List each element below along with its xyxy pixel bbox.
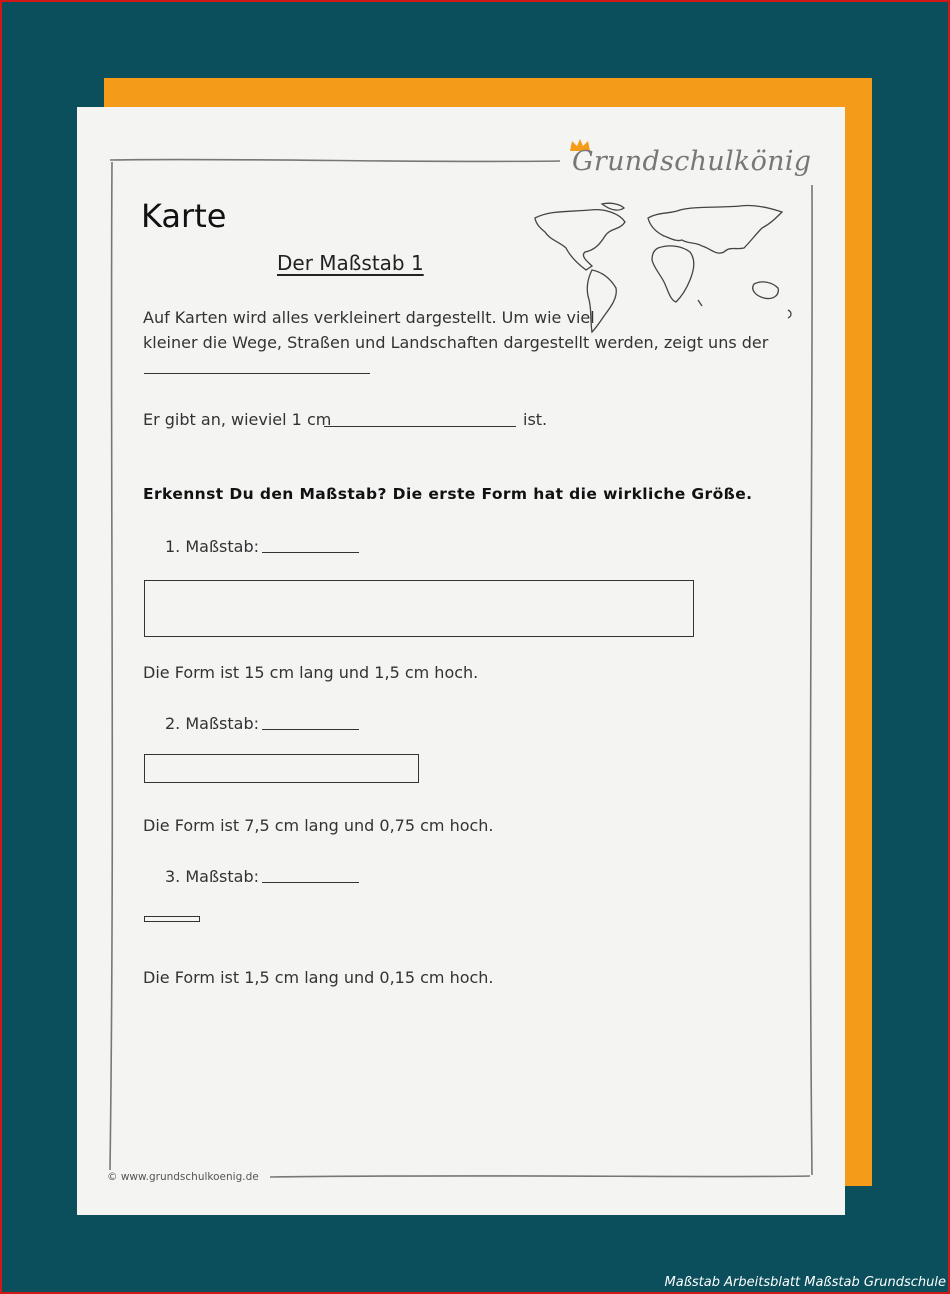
task-2-answer-line <box>262 729 359 730</box>
task-2-shape <box>144 754 419 783</box>
task-3-label: 3. Maßstab: <box>165 867 259 886</box>
task-3-answer-line <box>262 882 359 883</box>
page-title: Karte <box>141 197 227 235</box>
task-3-shape <box>144 916 200 922</box>
task-1-description: Die Form ist 15 cm lang und 1,5 cm hoch. <box>143 663 479 682</box>
answer-line-wieviel <box>324 426 516 427</box>
brand-logo: Grundschulkönig <box>572 146 812 177</box>
page-subtitle: Der Maßstab 1 <box>277 251 424 275</box>
task-2-label: 2. Maßstab: <box>165 714 259 733</box>
answer-line-massstab <box>144 373 370 374</box>
copyright-notice: © www.grundschulkoenig.de <box>107 1171 259 1183</box>
intro-line-2: kleiner die Wege, Straßen und Landschaften dargestellt werden, zeigt uns der <box>143 333 769 352</box>
sentence-suffix: ist. <box>523 410 548 429</box>
task-3-description: Die Form ist 1,5 cm lang und 0,15 cm hoch. <box>143 968 494 987</box>
question-text: Erkennst Du den Maßstab? Die erste Form hat die wirkliche Größe. <box>143 485 753 503</box>
task-1-label: 1. Maßstab: <box>165 537 259 556</box>
sentence-prefix: Er gibt an, wieviel 1 cm <box>143 410 332 429</box>
task-1-answer-line <box>262 552 359 553</box>
image-caption: Maßstab Arbeitsblatt Maßstab Grundschule <box>664 1275 946 1290</box>
task-1-shape <box>144 580 694 637</box>
intro-line-1: Auf Karten wird alles verkleinert dargestellt. Um wie viel <box>143 308 595 327</box>
task-2-description: Die Form ist 7,5 cm lang und 0,75 cm hoch. <box>143 816 494 835</box>
